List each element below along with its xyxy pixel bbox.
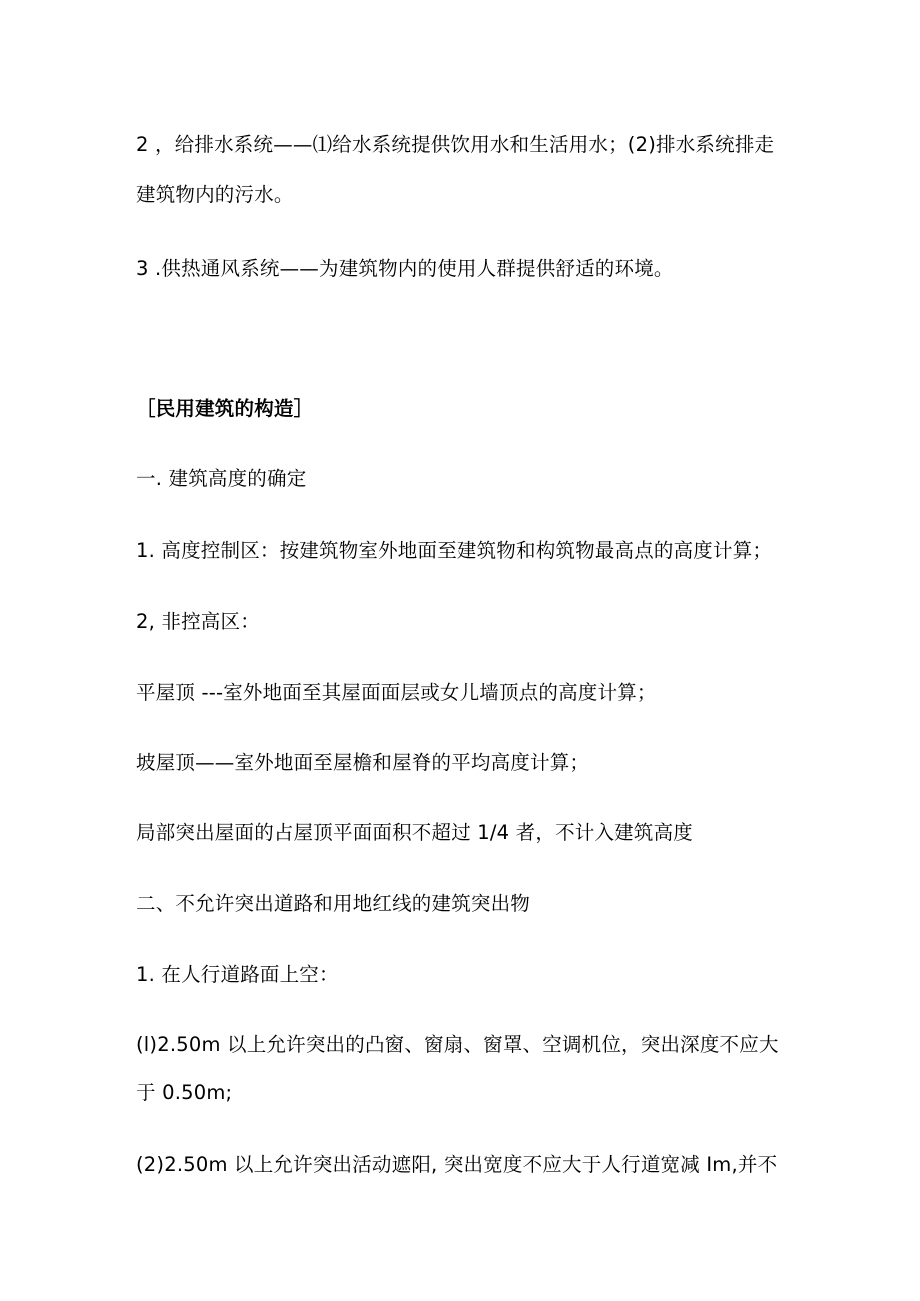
item-partial-protrusion: 局部突出屋面的占屋顶平面面积不超过 1/4 者，不计入建筑高度 [136, 821, 693, 844]
item-height-control-zone: 1. 高度控制区：按建筑物室外地面至建筑物和构筑物最高点的高度计算； [136, 539, 773, 562]
paragraph-heating-ventilation: 3 .供热通风系统——为建筑物内的使用人群提供舒适的环境。 [136, 257, 674, 280]
paragraph-water-system-line-1: 2 ，给排水系统——⑴给水系统提供饮用水和生活用水；(2)排水系统排走 [136, 133, 775, 156]
item-flat-roof: 平屋顶 ---室外地面至其屋面面层或女儿墙顶点的高度计算； [136, 681, 657, 704]
item-sloped-roof: 坡屋顶——室外地面至屋檐和屋脊的平均高度计算； [136, 751, 590, 774]
item-bay-window-line-1: (l)2.50m 以上允许突出的凸窗、窗扇、窗罩、空调机位，突出深度不应大 [136, 1033, 779, 1056]
subheading-protrusions: 二、不允许突出道路和用地红线的建筑突出物 [136, 892, 531, 915]
item-sidewalk-airspace: 1. 在人行道路面上空： [136, 963, 339, 986]
section-heading-civil-construction: ［民用建筑的构造］ [136, 397, 314, 420]
paragraph-water-system-line-2: 建筑物内的污水。 [136, 183, 294, 206]
item-non-control-zone: 2, 非控高区： [136, 610, 260, 633]
item-bay-window-line-2: 于 0.50m; [136, 1081, 233, 1104]
subheading-building-height: 一. 建筑高度的确定 [136, 467, 307, 490]
item-movable-shading: (2)2.50m 以上允许突出活动遮阳, 突出宽度不应大于人行道宽减 Im,并不 [136, 1153, 778, 1176]
